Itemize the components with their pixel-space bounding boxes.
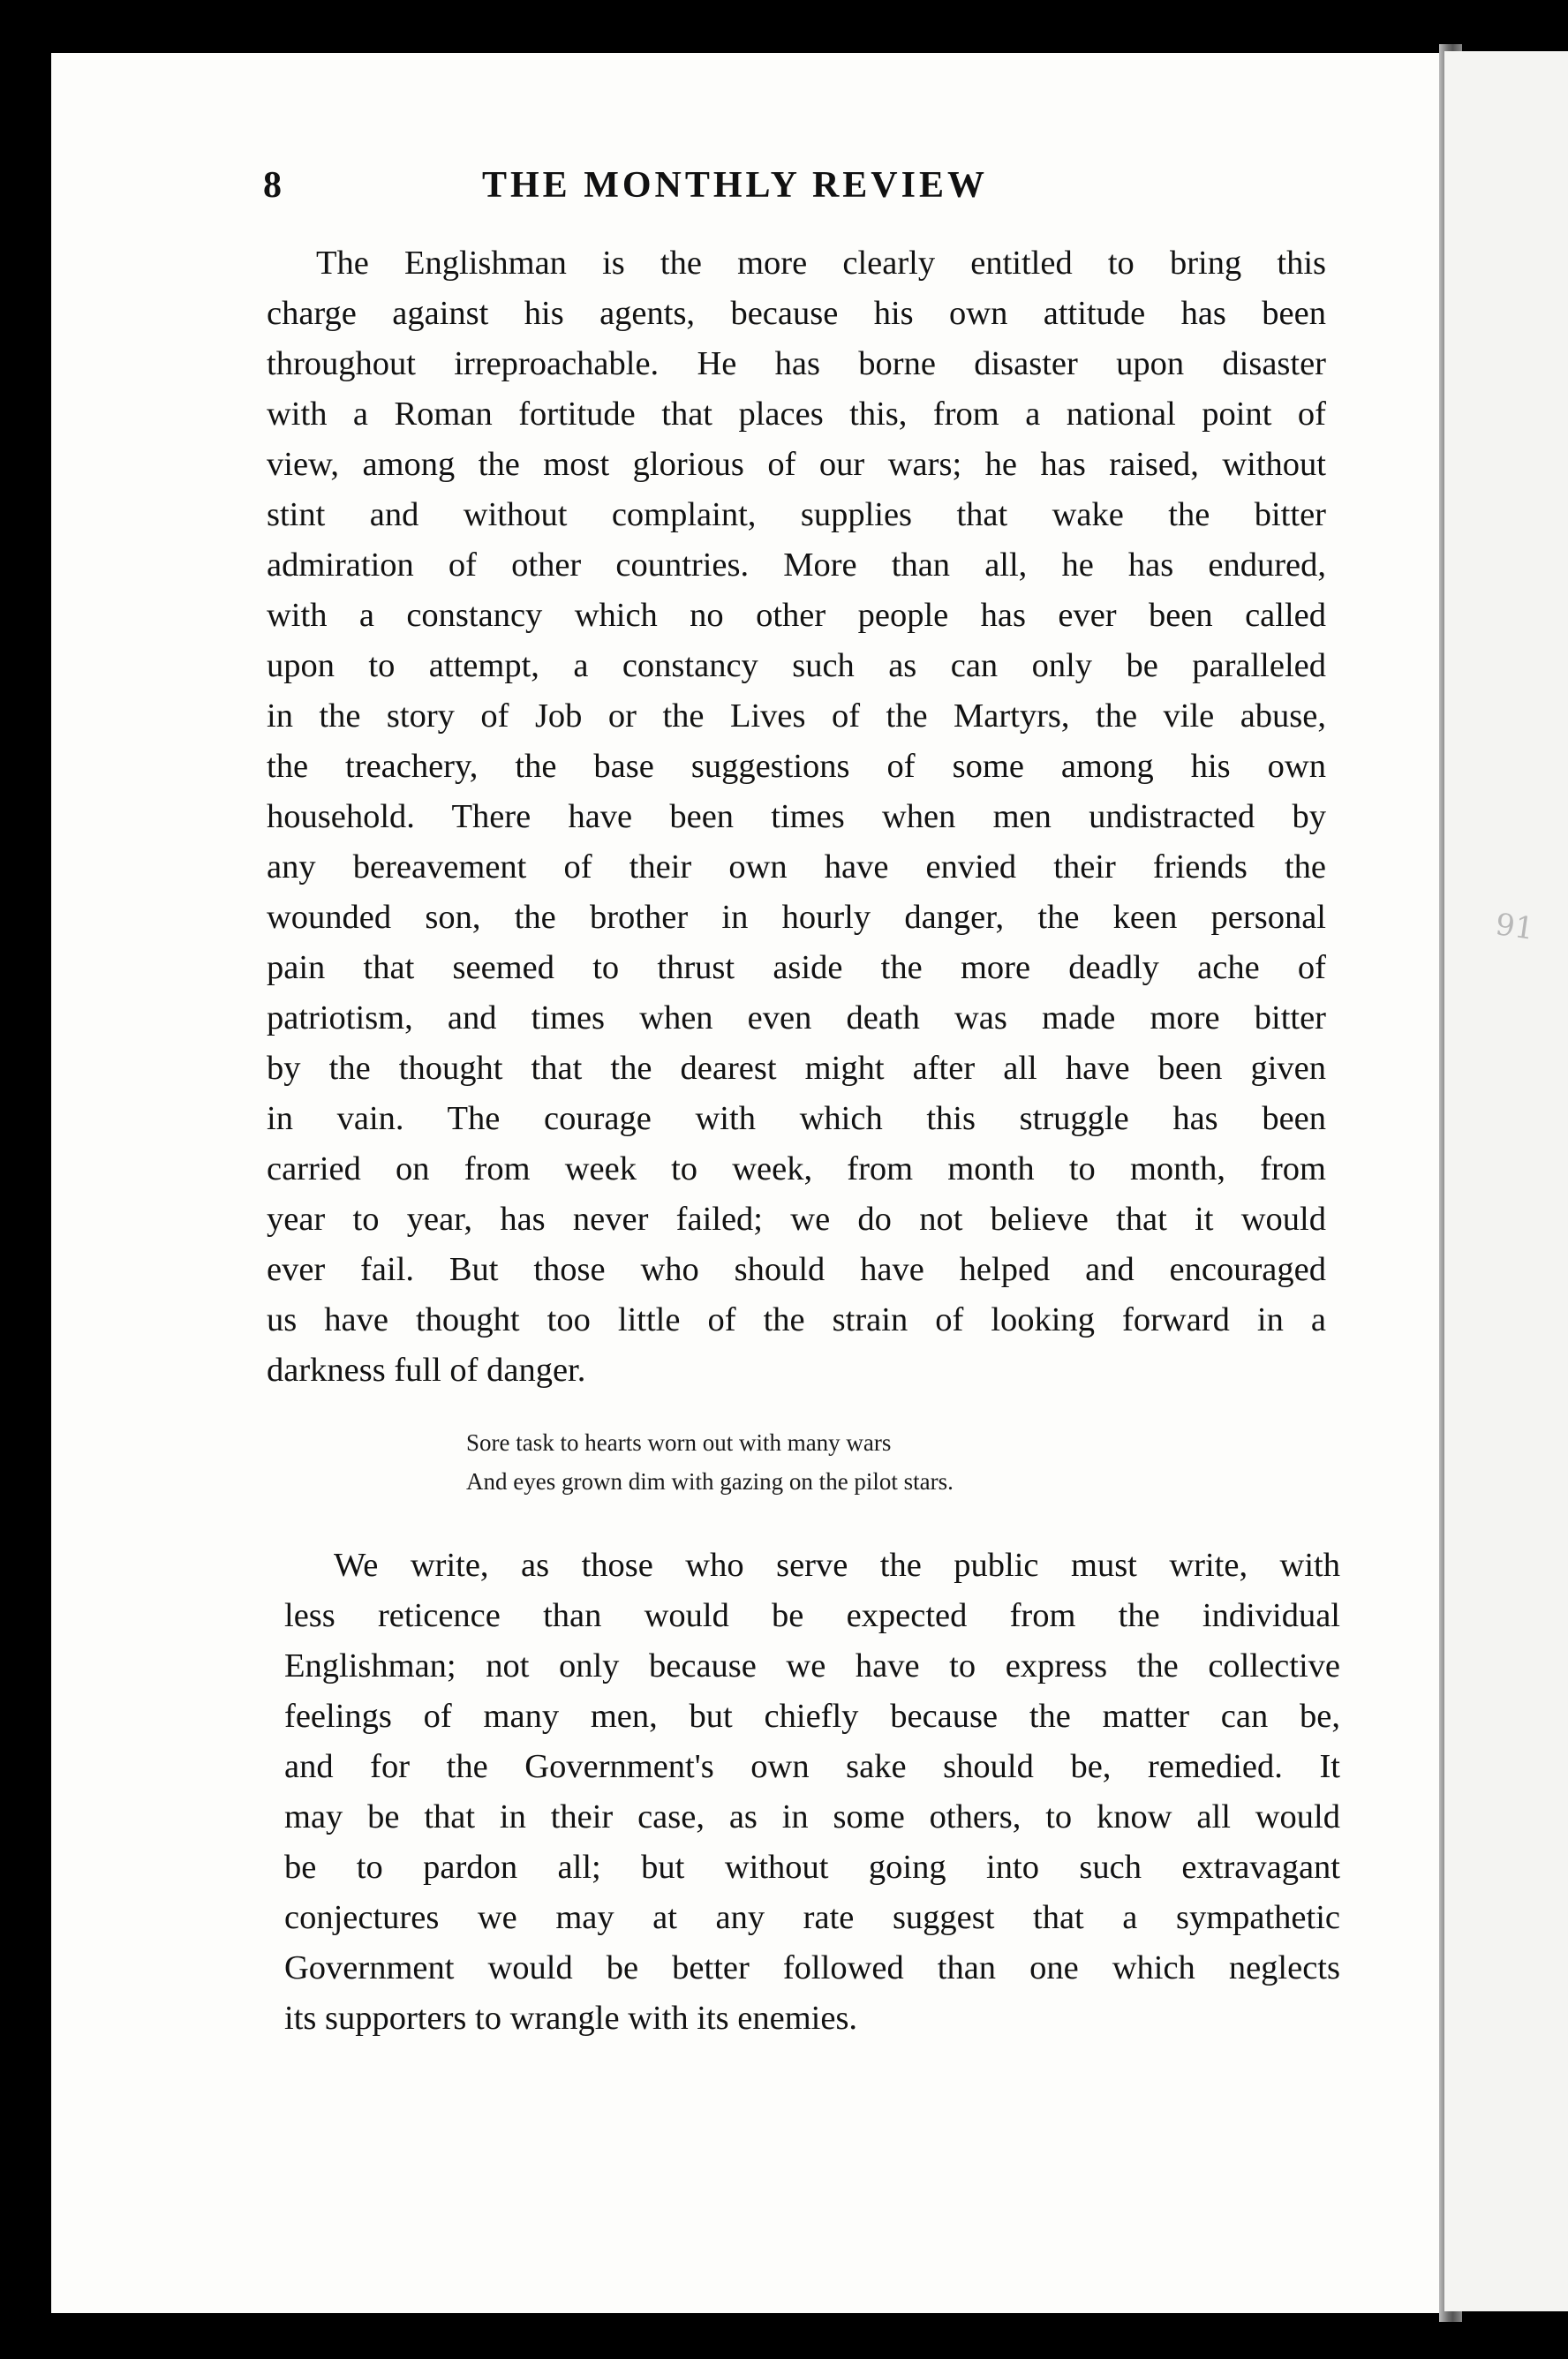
running-title: THE MONTHLY REVIEW (482, 165, 988, 206)
verse-quotation (466, 1423, 1155, 1501)
text-line: with a constancy which no other people has ever been called (267, 597, 1326, 634)
text-line: stint and without complaint, supplies that wake the bitter (267, 496, 1326, 533)
text-line: and for the Government's own sake should be, remedied. It (284, 1748, 1340, 1785)
text-line: in the story of Job or the Lives of the Martyrs, the vile abuse, (267, 697, 1326, 735)
text-line: may be that in their case, as in some others, to know all would (284, 1798, 1340, 1835)
text-line: year to year, has never failed; we do not believe that it would (267, 1201, 1326, 1238)
text-line: its supporters to wrangle with its enemies. (284, 2000, 858, 2037)
facing-page-edge (1444, 51, 1568, 2311)
text-line: less reticence than would be expected from the individual (284, 1597, 1340, 1634)
text-line: by the thought that the dearest might after all have been given (267, 1050, 1326, 1087)
text-line: ever fail. But those who should have helped and encouraged (267, 1251, 1326, 1288)
text-line: be to pardon all; but without going into such extravagant (284, 1849, 1340, 1886)
text-line: throughout irreproachable. He has borne disaster upon disaster (267, 345, 1326, 382)
text-line: The Englishman is the more clearly entitled to bring this (316, 245, 1326, 282)
text-line: any bereavement of their own have envied their friends the (267, 848, 1326, 886)
text-line: charge against his agents, because his own attitude has been (267, 295, 1326, 332)
text-line: pain that seemed to thrust aside the more deadly ache of (267, 949, 1326, 986)
text-line: carried on from week to week, from month to month, from (267, 1150, 1326, 1187)
text-line: darkness full of danger. (267, 1352, 586, 1389)
paragraph-1 (267, 238, 1326, 1396)
text-line: patriotism, and times when even death was made more bitter (267, 999, 1326, 1036)
page-number: 8 (263, 165, 282, 206)
paragraph-2 (284, 1541, 1340, 2044)
text-line: feelings of many men, but chiefly because the matter can be, (284, 1698, 1340, 1735)
text-line: view, among the most glorious of our wars; he has raised, without (267, 446, 1326, 483)
margin-pencil-mark: 91 (1493, 907, 1536, 947)
text-line: the treachery, the base suggestions of some among his own (267, 748, 1326, 785)
text-line: wounded son, the brother in hourly danger, the keen personal (267, 899, 1326, 936)
text-line: We write, as those who serve the public must write, with (334, 1547, 1340, 1584)
text-line: Government would be better followed than one which neglects (284, 1949, 1340, 1986)
quotation-line: Sore task to hearts worn out with many wars (466, 1429, 892, 1456)
text-line: in vain. The courage with which this struggle has been (267, 1100, 1326, 1137)
text-line: admiration of other countries. More than all, he has endured, (267, 546, 1326, 584)
quotation-line: And eyes grown dim with gazing on the pilot stars. (466, 1468, 954, 1495)
text-line: Englishman; not only because we have to express the collective (284, 1647, 1340, 1684)
text-line: household. There have been times when men undistracted by (267, 798, 1326, 835)
text-line: conjectures we may at any rate suggest that a sympathetic (284, 1899, 1340, 1936)
text-line: us have thought too little of the strain of looking forward in a (267, 1301, 1326, 1338)
text-line: with a Roman fortitude that places this, from a national point of (267, 396, 1326, 433)
text-line: upon to attempt, a constancy such as can only be paralleled (267, 647, 1326, 684)
